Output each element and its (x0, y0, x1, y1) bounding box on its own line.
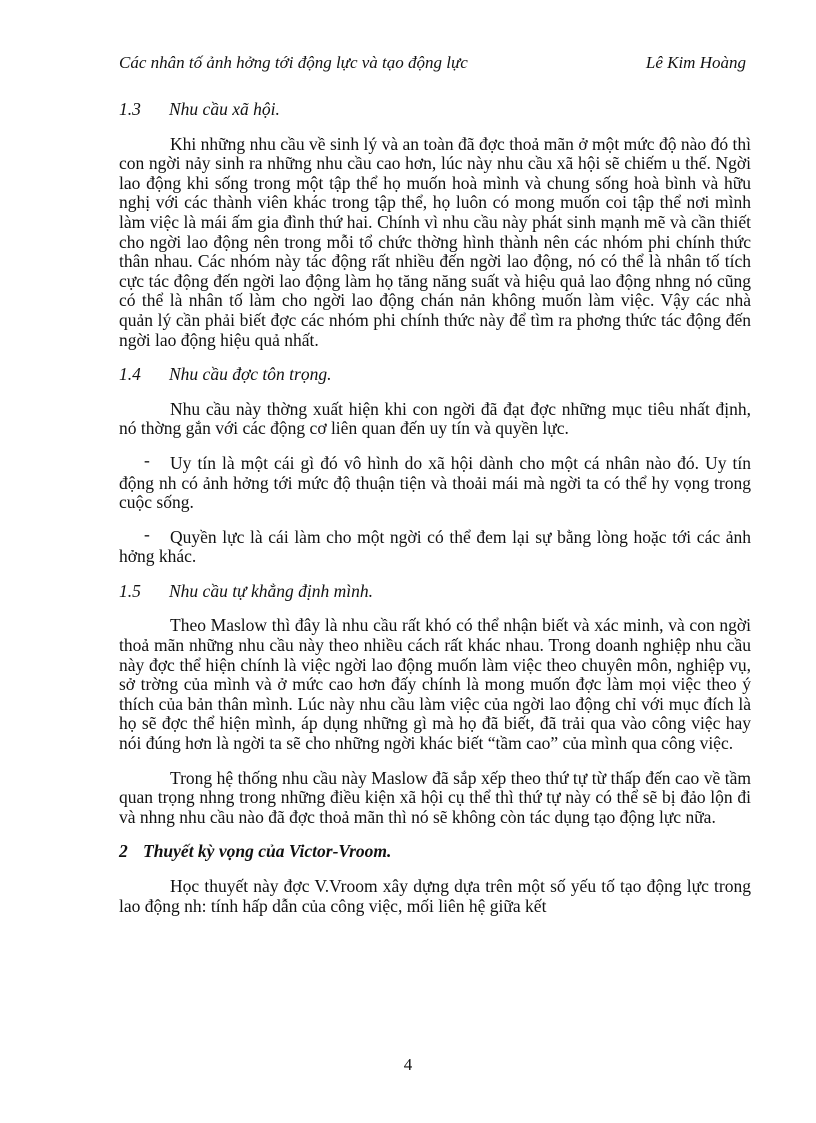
bullet-dash: - (144, 449, 150, 470)
section-heading-1-5 (119, 582, 751, 602)
section-heading-2 (119, 842, 751, 862)
section-title: Nhu cầu xã hội. (169, 99, 280, 119)
section-number: 1.4 (119, 364, 141, 385)
page-number: 4 (403, 1055, 413, 1074)
bullet-item-prestige (119, 449, 751, 513)
header-title: Các nhân tố ảnh hởng tới động lực và tạo động lực (119, 53, 468, 72)
section-heading-1-3 (119, 100, 751, 120)
paragraph-self-actualization: Theo Maslow thì đây là nhu cầu rất khó có thể nhận biết và xác minh, và con ngời thoả mãn những nhu cầu này theo nhiều cách rất khác nhau. Trong doanh nghiệp nhu cầu này đợc thể hiện chính là việc ngời lao động muốn làm việc theo chuyên môn, nghiệp vụ, sở trờng của mình và ở mức cao hơn đấy chính là mong muốn đợc làm mọi việc theo ý thích của bản thân mình. Lúc này nhu cầu làm việc của ngời lao động chỉ với mục đích là họ sẽ đợc thể hiện mình, áp dụng những gì mà họ đã biết, đã trải qua vào công việc hay nói đúng hơn là ngời ta sẽ cho những ngời khác biết “tầm cao” của mình qua công việc. (119, 615, 751, 754)
paragraph-social-needs: Khi những nhu cầu về sinh lý và an toàn đã đợc thoả mãn ở một mức độ nào đó thì con ngời nảy sinh ra những nhu cầu cao hơn, lúc này nhu cầu xã hội sẽ chiếm u thế. Ngời lao động khi sống trong một tập thể họ muốn hoà mình và chung sống hoà bình và hữu nghị với các thành viên khác trong tập thể, họ luôn có mong muốn coi tập thể nơi mình làm việc là mái ấm gia đình thứ hai. Chính vì nhu cầu này phát sinh mạnh mẽ và cần thiết cho ngời lao động nên trong mỗi tổ chức thờng hình thành nên các nhóm phi chính thức thân nhau. Các nhóm này tác động rất nhiều đến ngời lao động, nó có thể là nhân tố tích cực tác động đến ngời lao động làm họ tăng năng suất và hiệu quả lao động nhng nó cũng có thể là nhân tố làm cho ngời lao động chán nản không muốn làm việc. Vậy các nhà quản lý cần phải biết đợc các nhóm phi chính thức này để tìm ra phơng thức tác động đến ngời lao động hiệu quả nhất. (119, 133, 751, 350)
paragraph-hierarchy-note: Trong hệ thống nhu cầu này Maslow đã sắp xếp theo thứ tự từ thấp đến cao về tầm quan trọng nhng trong những điều kiện xã hội cụ thể thì thứ tự này có thể sẽ bị đảo lộn đi và nhng nhu cầu nào đã đợc thoả mãn thì nó sẽ không còn tác dụng tạo động lực nữa. (119, 767, 751, 827)
paragraph-vroom-theory: Học thuyết này đợc V.Vroom xây dựng dựa trên một số yếu tố tạo động lực trong lao động nh: tính hấp dẫn của công việc, mối liên hệ giữa kết (119, 876, 751, 916)
section-number: 1.3 (119, 99, 141, 119)
bullet-text: Quyền lực là cái làm cho một ngời có thể đem lại sự bằng lòng hoặc tới các ảnh hởng khác. (119, 526, 751, 567)
section-title: Nhu cầu tự khẳng định mình. (169, 580, 373, 601)
section-number: 1.5 (119, 580, 141, 601)
section-number: 2 (119, 841, 128, 862)
section-title: Thuyết kỳ vọng của Victor-Vroom. (143, 841, 392, 862)
section-title: Nhu cầu đợc tôn trọng. (169, 364, 332, 385)
running-header (119, 53, 746, 73)
bullet-item-power (119, 523, 751, 567)
paragraph-esteem-needs: Nhu cầu này thờng xuất hiện khi con ngời đã đạt đợc những mục tiêu nhất định, nó thờng gắn với các động cơ liên quan đến uy tín và quyền lực. (119, 398, 751, 439)
bullet-text: Uy tín là một cái gì đó vô hình do xã hội dành cho một cá nhân nào đó. Uy tín động nh có ảnh hởng tới mức độ thuận tiện và thoải mái mà ngời ta có thể hy vọng trong cuộc sống. (119, 452, 751, 513)
page-body (119, 100, 751, 931)
section-heading-1-4 (119, 365, 751, 385)
header-author: Lê Kim Hoàng (645, 53, 746, 72)
bullet-dash: - (144, 523, 150, 544)
